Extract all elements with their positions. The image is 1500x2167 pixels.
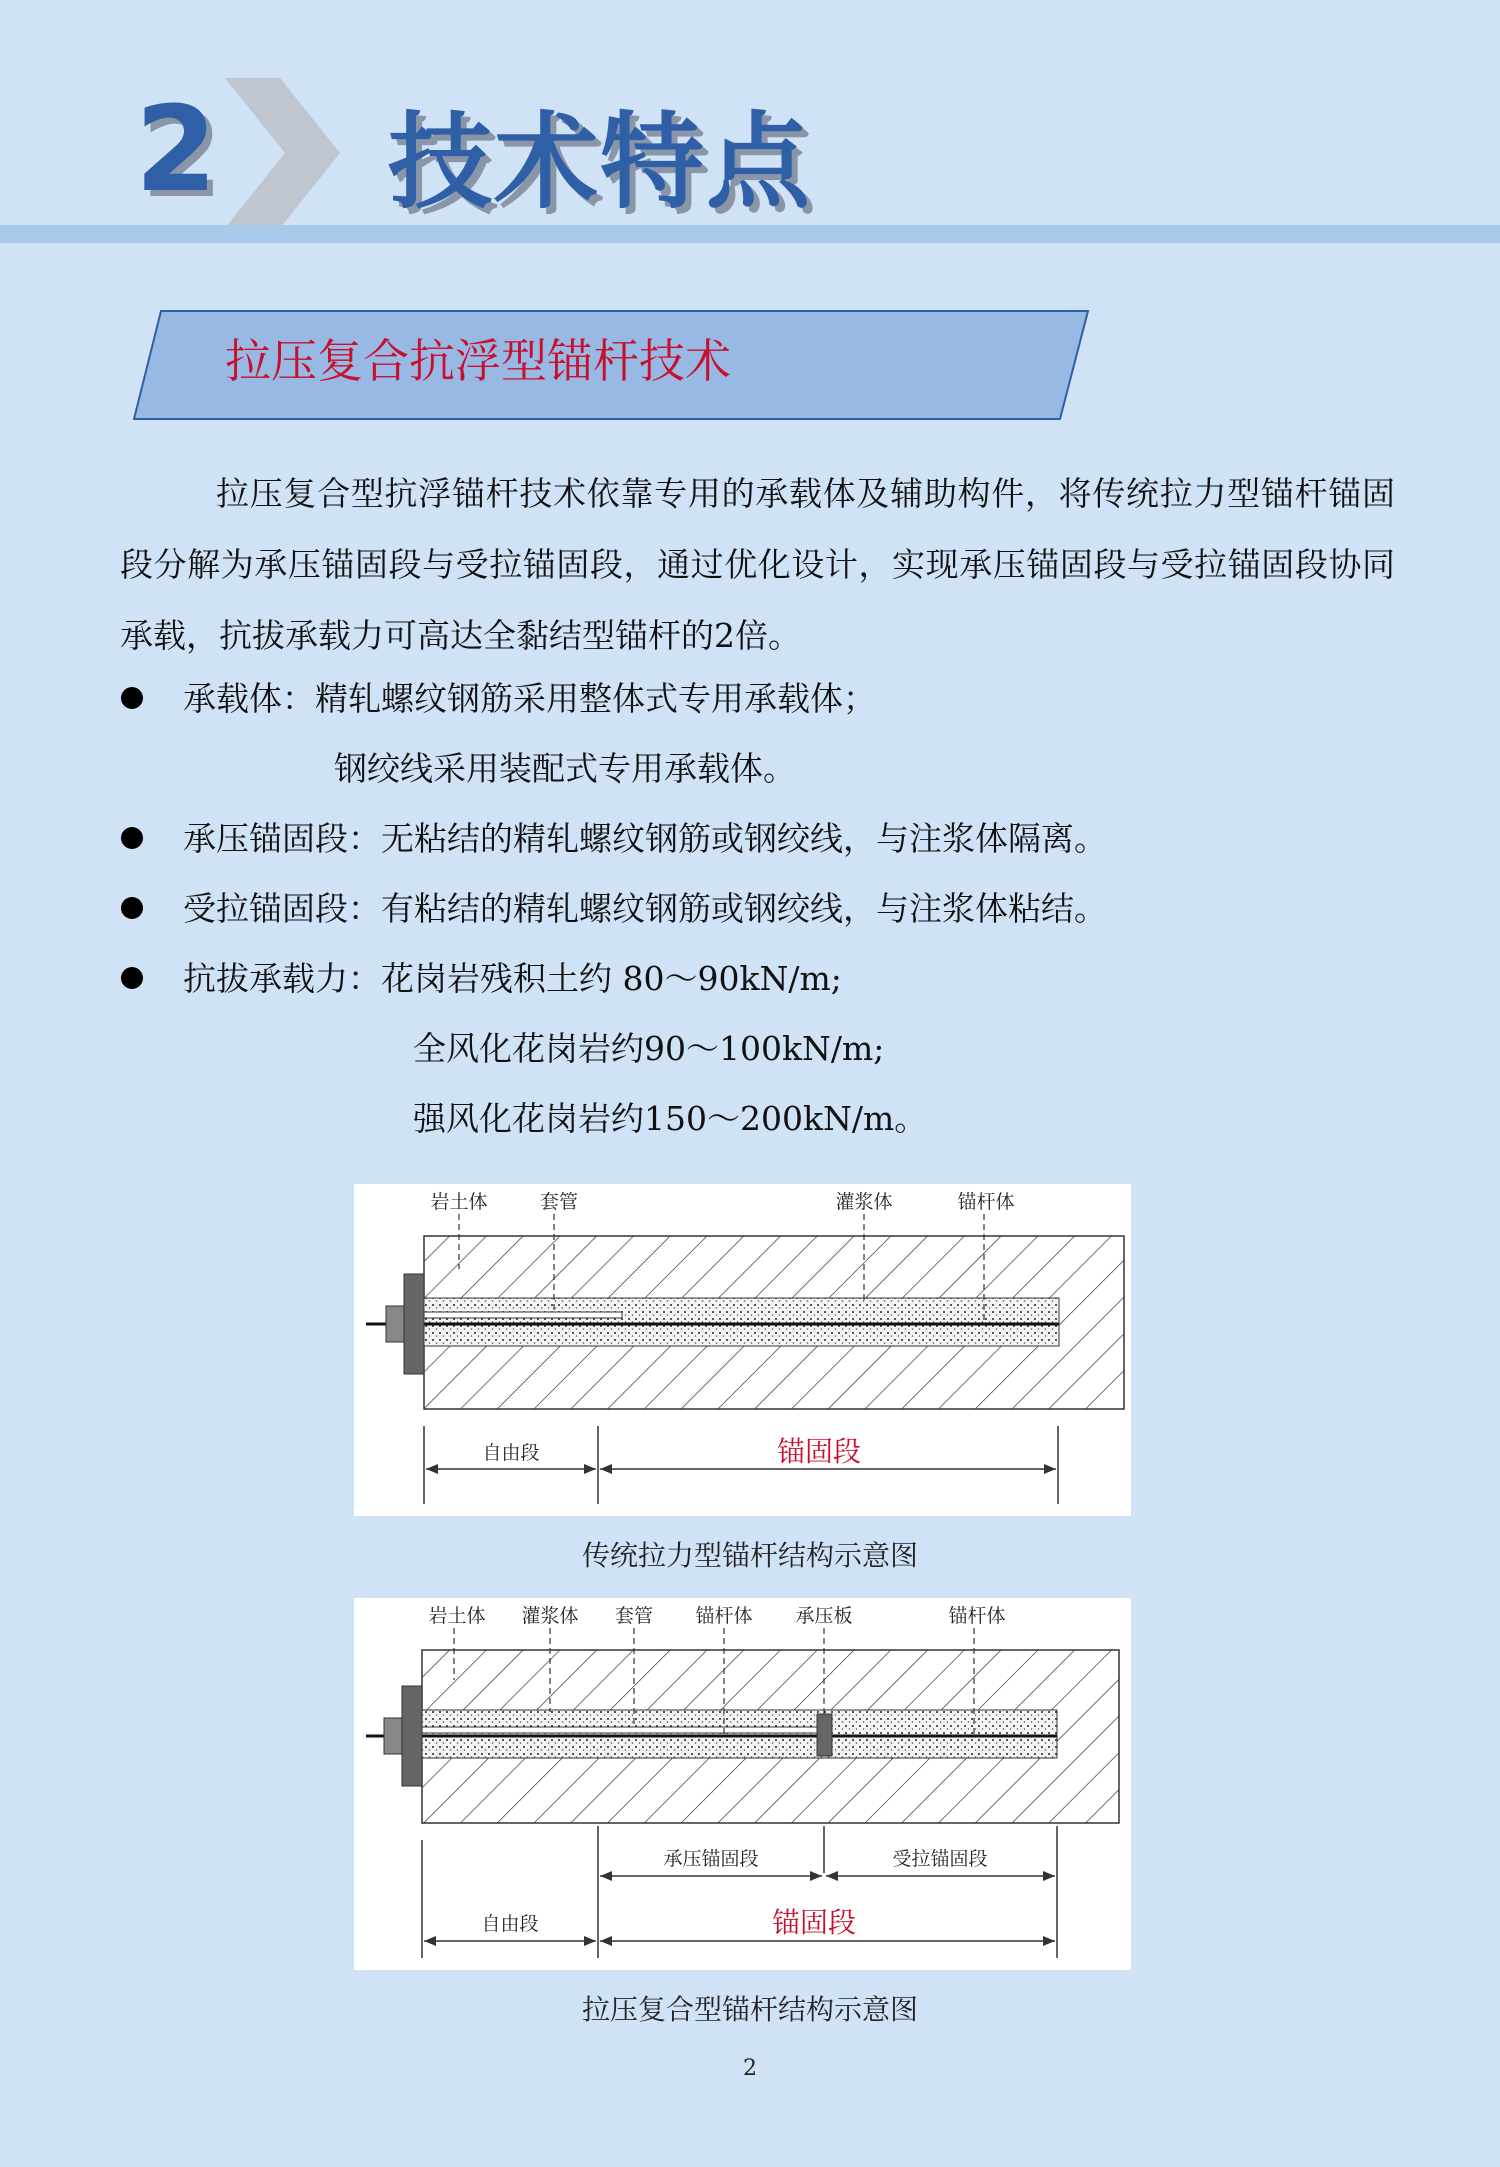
- bullet-tension: 受拉锚固段：有粘结的精轧螺纹钢筋或钢绞线，与注浆体粘结。: [183, 889, 1107, 928]
- header-divider: [0, 225, 1500, 243]
- fig2-label-soil: 岩土体: [428, 1605, 486, 1627]
- chevron-right-icon: [225, 78, 345, 228]
- figure2-caption: 拉压复合型锚杆结构示意图: [581, 1993, 918, 2026]
- fig2-compression-segment: 承压锚固段: [663, 1848, 759, 1870]
- fig1-label-grout: 灌浆体: [835, 1191, 893, 1213]
- page-number: 2: [743, 2056, 757, 2081]
- chapter-title: 技术特点: [388, 101, 813, 223]
- fig2-label-plate: 承压板: [795, 1605, 853, 1627]
- intro-paragraph: 拉压复合型抗浮锚杆技术依靠专用的承载体及辅助构件，将传统拉力型锚杆锚固段分解为承压锚固段与受拉锚固段，通过优化设计，实现承压锚固段与受拉锚固段协同承载，抗拔承载力可高达全黏结型锚杆的2倍。: [120, 474, 1395, 655]
- fig2-anchor-segment: 锚固段: [771, 1906, 857, 1939]
- fig1-label-rod: 锚杆体: [957, 1191, 1015, 1213]
- bullet-compression: 承压锚固段：无粘结的精轧螺纹钢筋或钢绞线，与注浆体隔离。: [183, 819, 1107, 858]
- fig2-tension-segment: 受拉锚固段: [892, 1848, 988, 1870]
- bullet-dot: [121, 967, 143, 989]
- composite-anchor-diagram: [354, 1598, 1131, 1970]
- section-title: 拉压复合抗浮型锚杆技术: [225, 334, 731, 388]
- fig2-label-rod: 锚杆体: [695, 1605, 753, 1627]
- bullet-carrier-line2: 钢绞线采用装配式专用承载体。: [334, 749, 796, 788]
- fig2-free-segment: 自由段: [481, 1913, 539, 1935]
- fig2-label-casing: 套管: [614, 1605, 654, 1627]
- fig1-free-segment: 自由段: [482, 1442, 540, 1464]
- chapter-number: 2: [135, 80, 218, 218]
- tension-anchor-diagram: [354, 1184, 1131, 1516]
- bullet-capacity-line2: 全风化花岗岩约90～100kN/m;: [413, 1029, 885, 1068]
- fig1-anchor-segment: 锚固段: [776, 1435, 862, 1468]
- bullet-dot: [121, 827, 143, 849]
- chapter-header: [0, 0, 1500, 240]
- bullet-capacity-line1: 抗拔承载力：花岗岩残积土约 80～90kN/m;: [183, 959, 842, 998]
- bullet-dot: [121, 897, 143, 919]
- figure-tension-anchor: [354, 1184, 1131, 1516]
- bullet-capacity-line3: 强风化花岗岩约150～200kN/m。: [413, 1099, 928, 1138]
- figure-composite-anchor: [354, 1598, 1131, 1970]
- fig1-label-soil: 岩土体: [430, 1191, 488, 1213]
- bullet-dot: [121, 687, 143, 709]
- figure1-caption: 传统拉力型锚杆结构示意图: [581, 1539, 918, 1572]
- fig2-label-grout: 灌浆体: [521, 1605, 579, 1627]
- bullet-carrier-line1: 承载体：精轧螺纹钢筋采用整体式专用承载体；: [183, 679, 876, 718]
- fig1-label-casing: 套管: [539, 1191, 579, 1213]
- fig2-label-rod2: 锚杆体: [948, 1605, 1006, 1627]
